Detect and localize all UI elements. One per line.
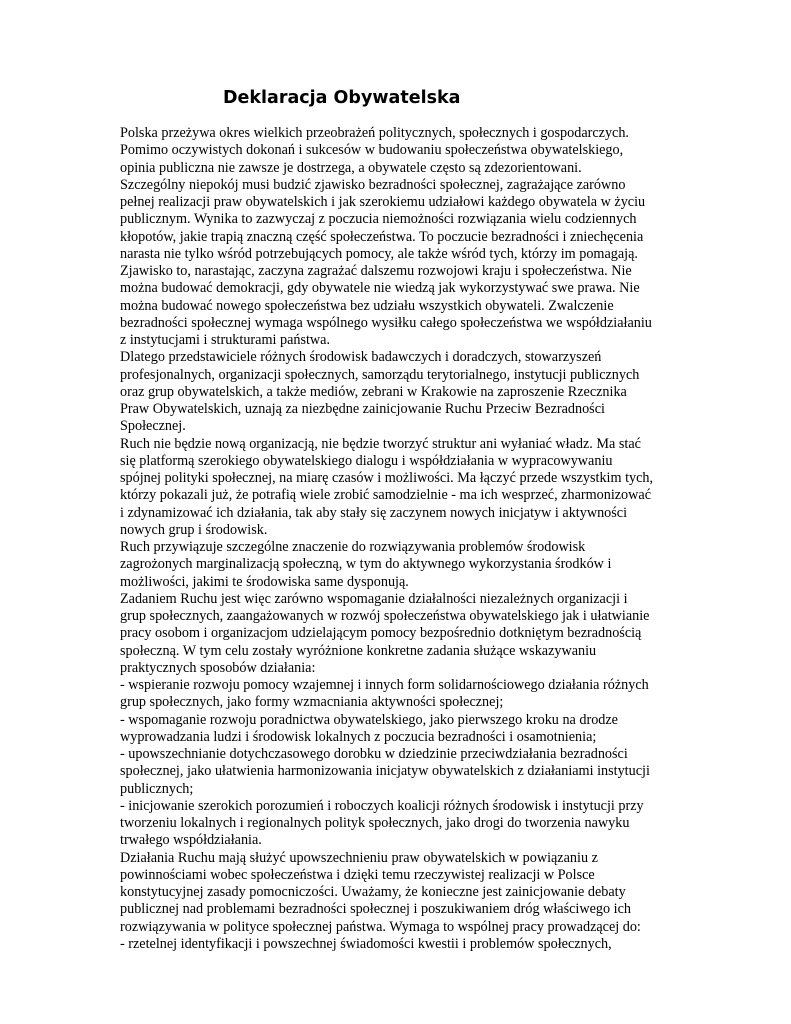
text-line: można budować demokracji, gdy obywatele nie wiedzą jak wykorzystywać swe prawa. Nie: [120, 280, 640, 297]
text-line: Dlatego przedstawiciele różnych środowisk badawczych i doradczych, stowarzyszeń: [120, 349, 602, 366]
text-line: - wspieranie rozwoju pomocy wzajemnej i innych form solidarnościowego działania różnych: [120, 677, 649, 693]
text-line: narasta nie tylko wśród potrzebujących pomocy, ale także wśród tych, którzy im pomagają.: [120, 245, 638, 262]
text-line: publicznej nad problemami bezradności społecznej i poszukiwaniem dróg właściwego ich: [120, 901, 631, 918]
text-line: nowych grup i środowisk.: [120, 521, 268, 538]
text-line: konstytucyjnej zasady pomocniczości. Uważamy, że konieczne jest zainicjowanie debaty: [120, 884, 626, 900]
text-line: społecznej, jako ułatwienia harmonizowania inicjatyw obywatelskich z działaniami instytucji: [120, 763, 650, 780]
text-line: - rzetelnej identyfikacji i powszechnej świadomości kwestii i problemów społecznych,: [120, 935, 612, 952]
document-body: [120, 125, 680, 953]
text-line: praktycznych sposobów działania:: [120, 659, 316, 676]
text-line: Szczególny niepokój musi budzić zjawisko bezradności społecznej, zagrażające zarówno: [120, 176, 626, 193]
text-line: Praw Obywatelskich, uznają za niezbędne zainicjowanie Ruchu Przeciw Bezradności: [120, 401, 605, 417]
text-line: Ruch nie będzie nową organizacją, nie będzie tworzyć struktur ani wyłaniać władz. Ma stać: [120, 435, 641, 452]
text-line: profesjonalnych, organizacji społecznych, samorządu terytorialnego, instytucji publicznych: [120, 366, 640, 383]
text-line: się platformą szerokiego obywatelskiego dialogu i współdziałania w wypracowywaniu: [120, 452, 613, 469]
text-line: którzy pokazali już, że potrafią wiele zrobić samodzielnie - ma ich wesprzeć, zharmonizować: [120, 487, 651, 504]
text-line: pracy osobom i organizacjom udzielającym pomocy bezpośrednio dotkniętym bezradnością: [120, 625, 642, 642]
text-line: kłopotów, jakie trapią znaczną część społeczeństwa. To poczucie bezradności i zniechęcenia: [120, 228, 644, 245]
text-line: - upowszechnianie dotychczasowego dorobku w dziedzinie przeciwdziałania bezradności: [120, 746, 628, 762]
document-title: Deklaracja Obywatelska: [223, 88, 461, 108]
text-line: Działania Ruchu mają służyć upowszechnieniu praw obywatelskich w powiązaniu z: [120, 849, 598, 866]
text-line: publicznym. Wynika to zazwyczaj z poczucia niemożności rozwiązania wielu codziennych: [120, 211, 637, 228]
text-line: opinia publiczna nie zawsze je dostrzega, a obywatele często są zdezorientowani.: [120, 159, 582, 176]
text-line: pełnej realizacji praw obywatelskich i jak szerokiemu udziałowi każdego obywatela w życiu: [120, 194, 646, 210]
text-line: trwałego współdziałania.: [120, 832, 262, 849]
text-line: grup społecznych, jako formy wzmacniania aktywności społecznej;: [120, 694, 504, 711]
text-line: - wspomaganie rozwoju poradnictwa obywatelskiego, jako pierwszego kroku na drodze: [120, 711, 618, 728]
text-line: Zadaniem Ruchu jest więc zarówno wspomaganie działalności niezależnych organizacji i: [120, 590, 628, 607]
text-line: Ruch przywiązuje szczególne znaczenie do rozwiązywania problemów środowisk: [120, 539, 586, 555]
text-line: rozwiązywania w polityce społecznej państwa. Wymaga to wspólnej pracy prowadzącej do:: [120, 918, 641, 935]
text-line: Społecznej.: [120, 418, 186, 435]
text-line: społeczną. W tym celu zostały wyróżnione konkretne zadania służące wskazywaniu: [120, 642, 597, 659]
text-line: Polska przeżywa okres wielkich przeobrażeń politycznych, społecznych i gospodarczych.: [120, 125, 629, 141]
text-line: oraz grup obywatelskich, a także mediów, zebrani w Krakowie na zaproszenie Rzecznika: [120, 383, 627, 400]
text-line: wyprowadzania ludzi i środowisk lokalnych z poczucia bezradności i osamotnienia;: [120, 728, 597, 745]
text-line: z instytucjami i strukturami państwa.: [120, 332, 331, 348]
text-line: spójnej polityki społecznej, na miarę czasów i możliwości. Ma łączyć przede wszystkim tych,: [120, 470, 654, 486]
text-line: można budować nowego społeczeństwa bez udziału wszystkich obywateli. Zwalczenie: [120, 297, 614, 314]
text-line: bezradności społecznej wymaga wspólnego wysiłku całego społeczeństwa we współdziałaniu: [120, 314, 652, 331]
text-line: Zjawisko to, narastając, zaczyna zagrażać dalszemu rozwojowi kraju i społeczeństwa. Nie: [120, 263, 632, 279]
text-line: publicznych;: [120, 780, 194, 797]
text-line: tworzeniu lokalnych i regionalnych polityk społecznych, jako drogi do tworzenia nawyku: [120, 815, 630, 831]
text-line: Pomimo oczywistych dokonań i sukcesów w budowaniu społeczeństwa obywatelskiego,: [120, 142, 624, 159]
text-line: powinnościami wobec społeczeństwa i dzięki temu rzeczywistej realizacji w Polsce: [120, 866, 595, 883]
text-line: i zdynamizować ich działania, tak aby stały się zaczynem nowych inicjatyw i aktywności: [120, 504, 628, 521]
text-line: - inicjowanie szerokich porozumień i roboczych koalicji różnych środowisk i instytucji przy: [120, 797, 644, 814]
text-line: grup społecznych, zaangażowanych w rozwój społeczeństwa obywatelskiego jak i ułatwianie: [120, 608, 650, 624]
text-line: zagrożonych marginalizacją społeczną, w tym do aktywnego wykorzystania środków i: [120, 556, 612, 573]
text-line: możliwości, jakimi te środowiska same dysponują.: [120, 573, 409, 590]
